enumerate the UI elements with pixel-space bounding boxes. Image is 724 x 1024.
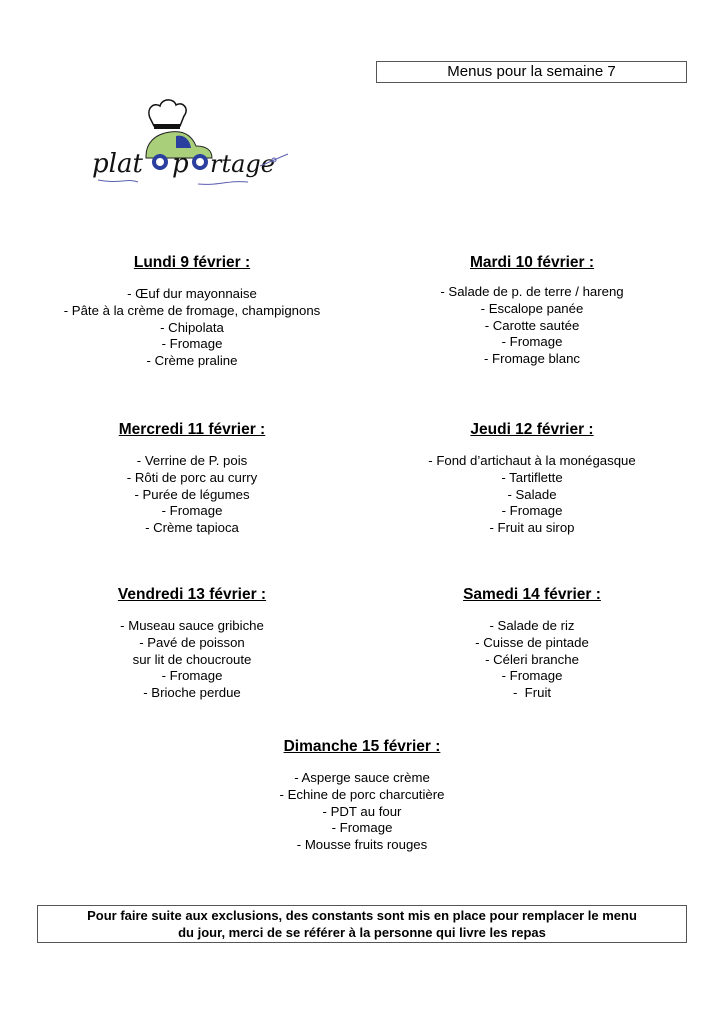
menu-item: - Crème praline (146, 353, 238, 369)
menu-list (377, 284, 687, 368)
menu-item: - Brioche perdue (143, 685, 241, 701)
menu-item: - Salade (507, 486, 557, 502)
logo-text-plat: plat (92, 149, 143, 179)
day-saturday (377, 586, 687, 702)
menu-item: - Museau sauce gribiche (120, 618, 264, 633)
menu-item: - Purée de légumes (134, 486, 250, 502)
week-title: Menus pour la semaine 7 (447, 63, 616, 80)
day-monday (37, 254, 347, 370)
menu-item: - Fromage (161, 668, 223, 684)
menu-item: - Fromage (501, 668, 563, 684)
menu-item: - Echine de porc charcutière (279, 786, 445, 802)
notice-line-1: Pour faire suite aux exclusions, des constants sont mis en place pour remplacer le menu (87, 908, 637, 923)
day-title: Mardi 10 février : (469, 254, 595, 271)
menu-list (37, 618, 347, 702)
menu-item: - Fromage blanc (483, 351, 580, 367)
menu-item: - Pâte à la crème de fromage, champignons (63, 302, 321, 318)
menu-item: sur lit de choucroute (132, 651, 252, 667)
day-title: Dimanche 15 février : (283, 738, 441, 755)
day-title: Samedi 14 février : (463, 586, 601, 603)
notice-line-2: du jour, merci de se référer à la personne qui livre les repas (178, 924, 546, 940)
day-friday (37, 586, 347, 702)
menu-item: - Tartiflette (501, 469, 563, 485)
menu-list (377, 453, 687, 537)
menu-list (37, 286, 347, 370)
menu-item: - Mousse fruits rouges (296, 837, 428, 853)
menu-item: - Crème tapioca (145, 520, 239, 536)
menu-item: - Salade de riz (489, 618, 575, 633)
menu-item: - Fromage (501, 503, 563, 519)
menu-item: - Fromage (501, 334, 563, 350)
menu-item: - Verrine de P. pois (136, 453, 248, 468)
day-wednesday (37, 421, 347, 537)
day-thursday (377, 421, 687, 537)
menu-item: - Fond d’artichaut à la monégasque (428, 453, 636, 468)
menu-item: - Fruit (512, 685, 552, 701)
svg-text:p: p (172, 149, 189, 179)
menu-item: - Cuisse de pintade (475, 634, 589, 650)
menu-item: - Salade de p. de terre / hareng (440, 284, 624, 299)
menu-item: - Fromage (161, 503, 223, 519)
menu-item: - Fromage (161, 336, 223, 352)
menu-item: - Asperge sauce crème (294, 770, 430, 785)
menu-item: - PDT au four (322, 803, 402, 819)
day-title: Mercredi 11 février : (118, 421, 266, 438)
menu-item: - Rôti de porc au curry (126, 469, 258, 485)
menu-list (377, 618, 687, 702)
day-title: Vendredi 13 février : (117, 586, 267, 603)
menu-item: - Carotte sautée (484, 317, 580, 333)
plat-o-portage-logo (88, 96, 293, 186)
day-sunday (207, 738, 517, 854)
menu-list (37, 453, 347, 537)
menu-item: - Chipolata (160, 319, 224, 335)
menu-item: - Œuf dur mayonnaise (127, 286, 257, 301)
menu-item: - Escalope panée (480, 300, 584, 316)
exclusions-notice (37, 905, 687, 943)
menu-item: - Fromage (331, 820, 393, 836)
menu-item: - Céleri branche (485, 651, 579, 667)
week-title-box (376, 61, 687, 83)
day-tuesday (377, 254, 687, 368)
day-title: Lundi 9 février : (133, 254, 251, 271)
menu-item: - Pavé de poisson (139, 634, 245, 650)
chef-car-logo-icon (88, 96, 293, 186)
menu-item: - Fruit au sirop (489, 520, 575, 536)
day-title: Jeudi 12 février : (470, 421, 594, 438)
svg-text:rtage: rtage (210, 150, 275, 178)
menu-list (207, 770, 517, 854)
